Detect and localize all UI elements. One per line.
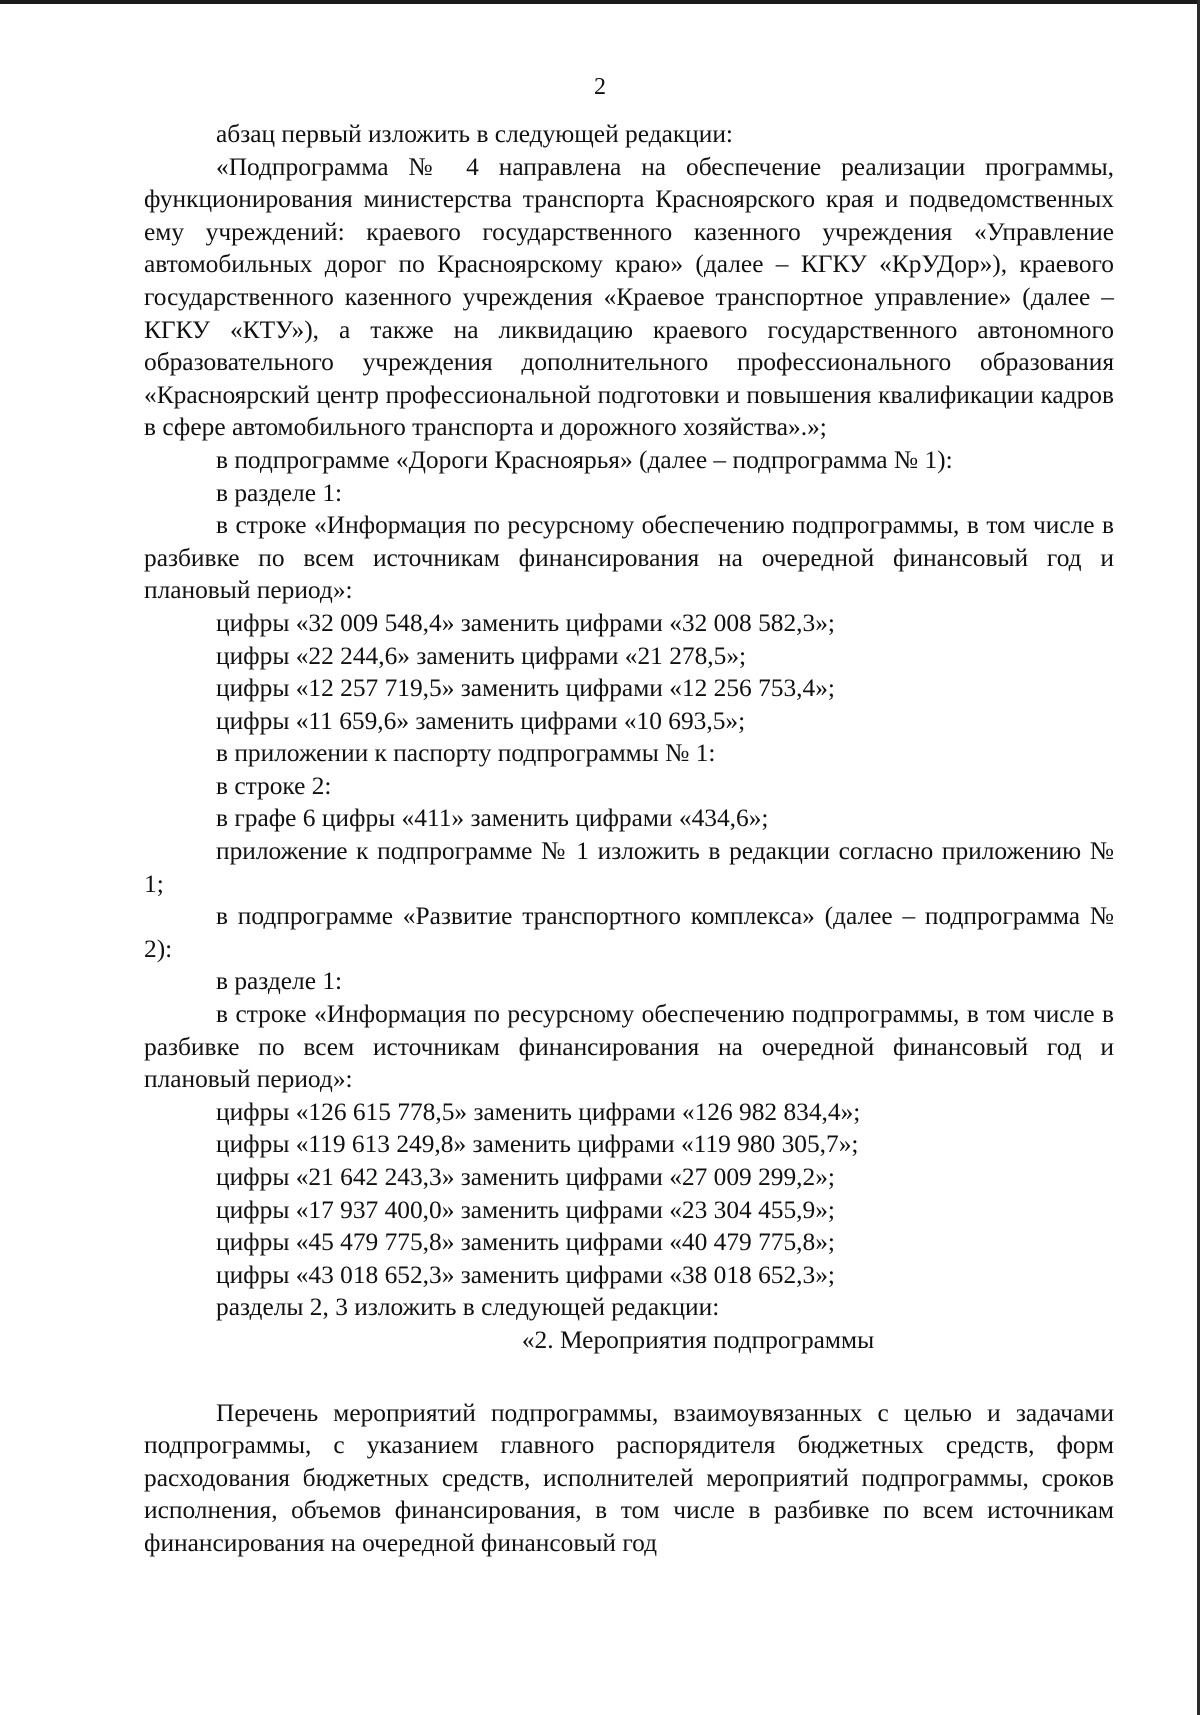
paragraph-23: разделы 2, 3 изложить в следующей редакции:: [216, 1293, 720, 1322]
scan-edge-top: [0, 0, 1200, 4]
paragraph-18: цифры «119 613 249,8» заменить цифрами «119 980 305,7»;: [216, 1130, 859, 1159]
paragraph-21: цифры «45 479 775,8» заменить цифрами «40 479 775,8»;: [216, 1228, 835, 1257]
paragraph-5: в строке «Информация по ресурсному обеспечению подпрограммы, в том числе в разбивке по всем источникам финансирования на очередной финансовый год и плановый период»:: [144, 511, 1114, 605]
paragraph-6: цифры «32 009 548,4» заменить цифрами «32 008 582,3»;: [216, 608, 835, 637]
paragraph-20: цифры «17 937 400,0» заменить цифрами «23 304 455,9»;: [216, 1195, 835, 1224]
paragraph-3: в подпрограмме «Дороги Красноярья» (далее – подпрограмма № 1):: [216, 445, 953, 474]
section-heading: «2. Мероприятия подпрограммы: [521, 1325, 875, 1354]
paragraph-19: цифры «21 642 243,3» заменить цифрами «27 009 299,2»;: [216, 1163, 835, 1191]
paragraph-4: в разделе 1:: [216, 478, 343, 507]
paragraph-12: в графе 6 цифры «411» заменить цифрами «434,6»;: [216, 804, 769, 833]
paragraph-10: в приложении к паспорту подпрограммы № 1:: [216, 739, 716, 768]
paragraph-13: приложение к подпрограмме № 1 изложить в редакции согласно приложению № 1;: [144, 837, 1114, 898]
page-number: 2: [594, 74, 606, 100]
paragraph-24: Перечень мероприятий подпрограммы, взаимоувязанных с целью и задачами подпрограммы, с указанием главного распорядителя бюджетных средств, форм расходования бюджетных средств, исполнителей мероприятий подпрограммы, сроков исполнения, объемов финансирования, в том числе в разбивке по всем источникам финансирования на очередной финансовый год: [144, 1398, 1114, 1557]
paragraph-22: цифры «43 018 652,3» заменить цифрами «38 018 652,3»;: [216, 1260, 835, 1289]
section-gap: [144, 1357, 1114, 1397]
paragraph-9: цифры «11 659,6» заменить цифрами «10 693,5»;: [216, 706, 746, 735]
paragraph-15: в разделе 1:: [216, 967, 343, 996]
paragraph-17: цифры «126 615 778,5» заменить цифрами «126 982 834,4»;: [216, 1097, 861, 1126]
paragraph-14: в подпрограмме «Развитие транспортного комплекса» (далее – подпрограмма № 2):: [144, 902, 1114, 963]
paragraph-11: в строке 2:: [216, 771, 332, 800]
paragraph-1: абзац первый изложить в следующей редакции:: [216, 120, 733, 148]
paragraph-2: «Подпрограмма № 4 направлена на обеспечение реализации программы, функционирования министерства транспорта Красноярского края и подведомственных ему учреждений: краевого государственного казенного учреждения «Управление автомобильных дорог по Красноярскому краю» (далее – КГКУ «КрУДор»), краевого государственного казенного учреждения «Краевое транспортное управление» (далее – КГКУ «КТУ»), а также на ликвидацию краевого государственного автономного образовательного учреждения дополнительного профессионального образования «Красноярский центр профессиональной подготовки и повышения квалификации кадров в сфере автомобильного транспорта и дорожного хозяйства».»;: [144, 152, 1114, 442]
document-body: [144, 118, 1114, 1560]
paragraph-7: цифры «22 244,6» заменить цифрами «21 278,5»;: [216, 641, 747, 670]
paragraph-8: цифры «12 257 719,5» заменить цифрами «12 256 753,4»;: [216, 674, 835, 703]
paragraph-16: в строке «Информация по ресурсному обеспечению подпрограммы, в том числе в разбивке по всем источникам финансирования на очередной финансовый год и плановый период»:: [144, 1000, 1114, 1094]
